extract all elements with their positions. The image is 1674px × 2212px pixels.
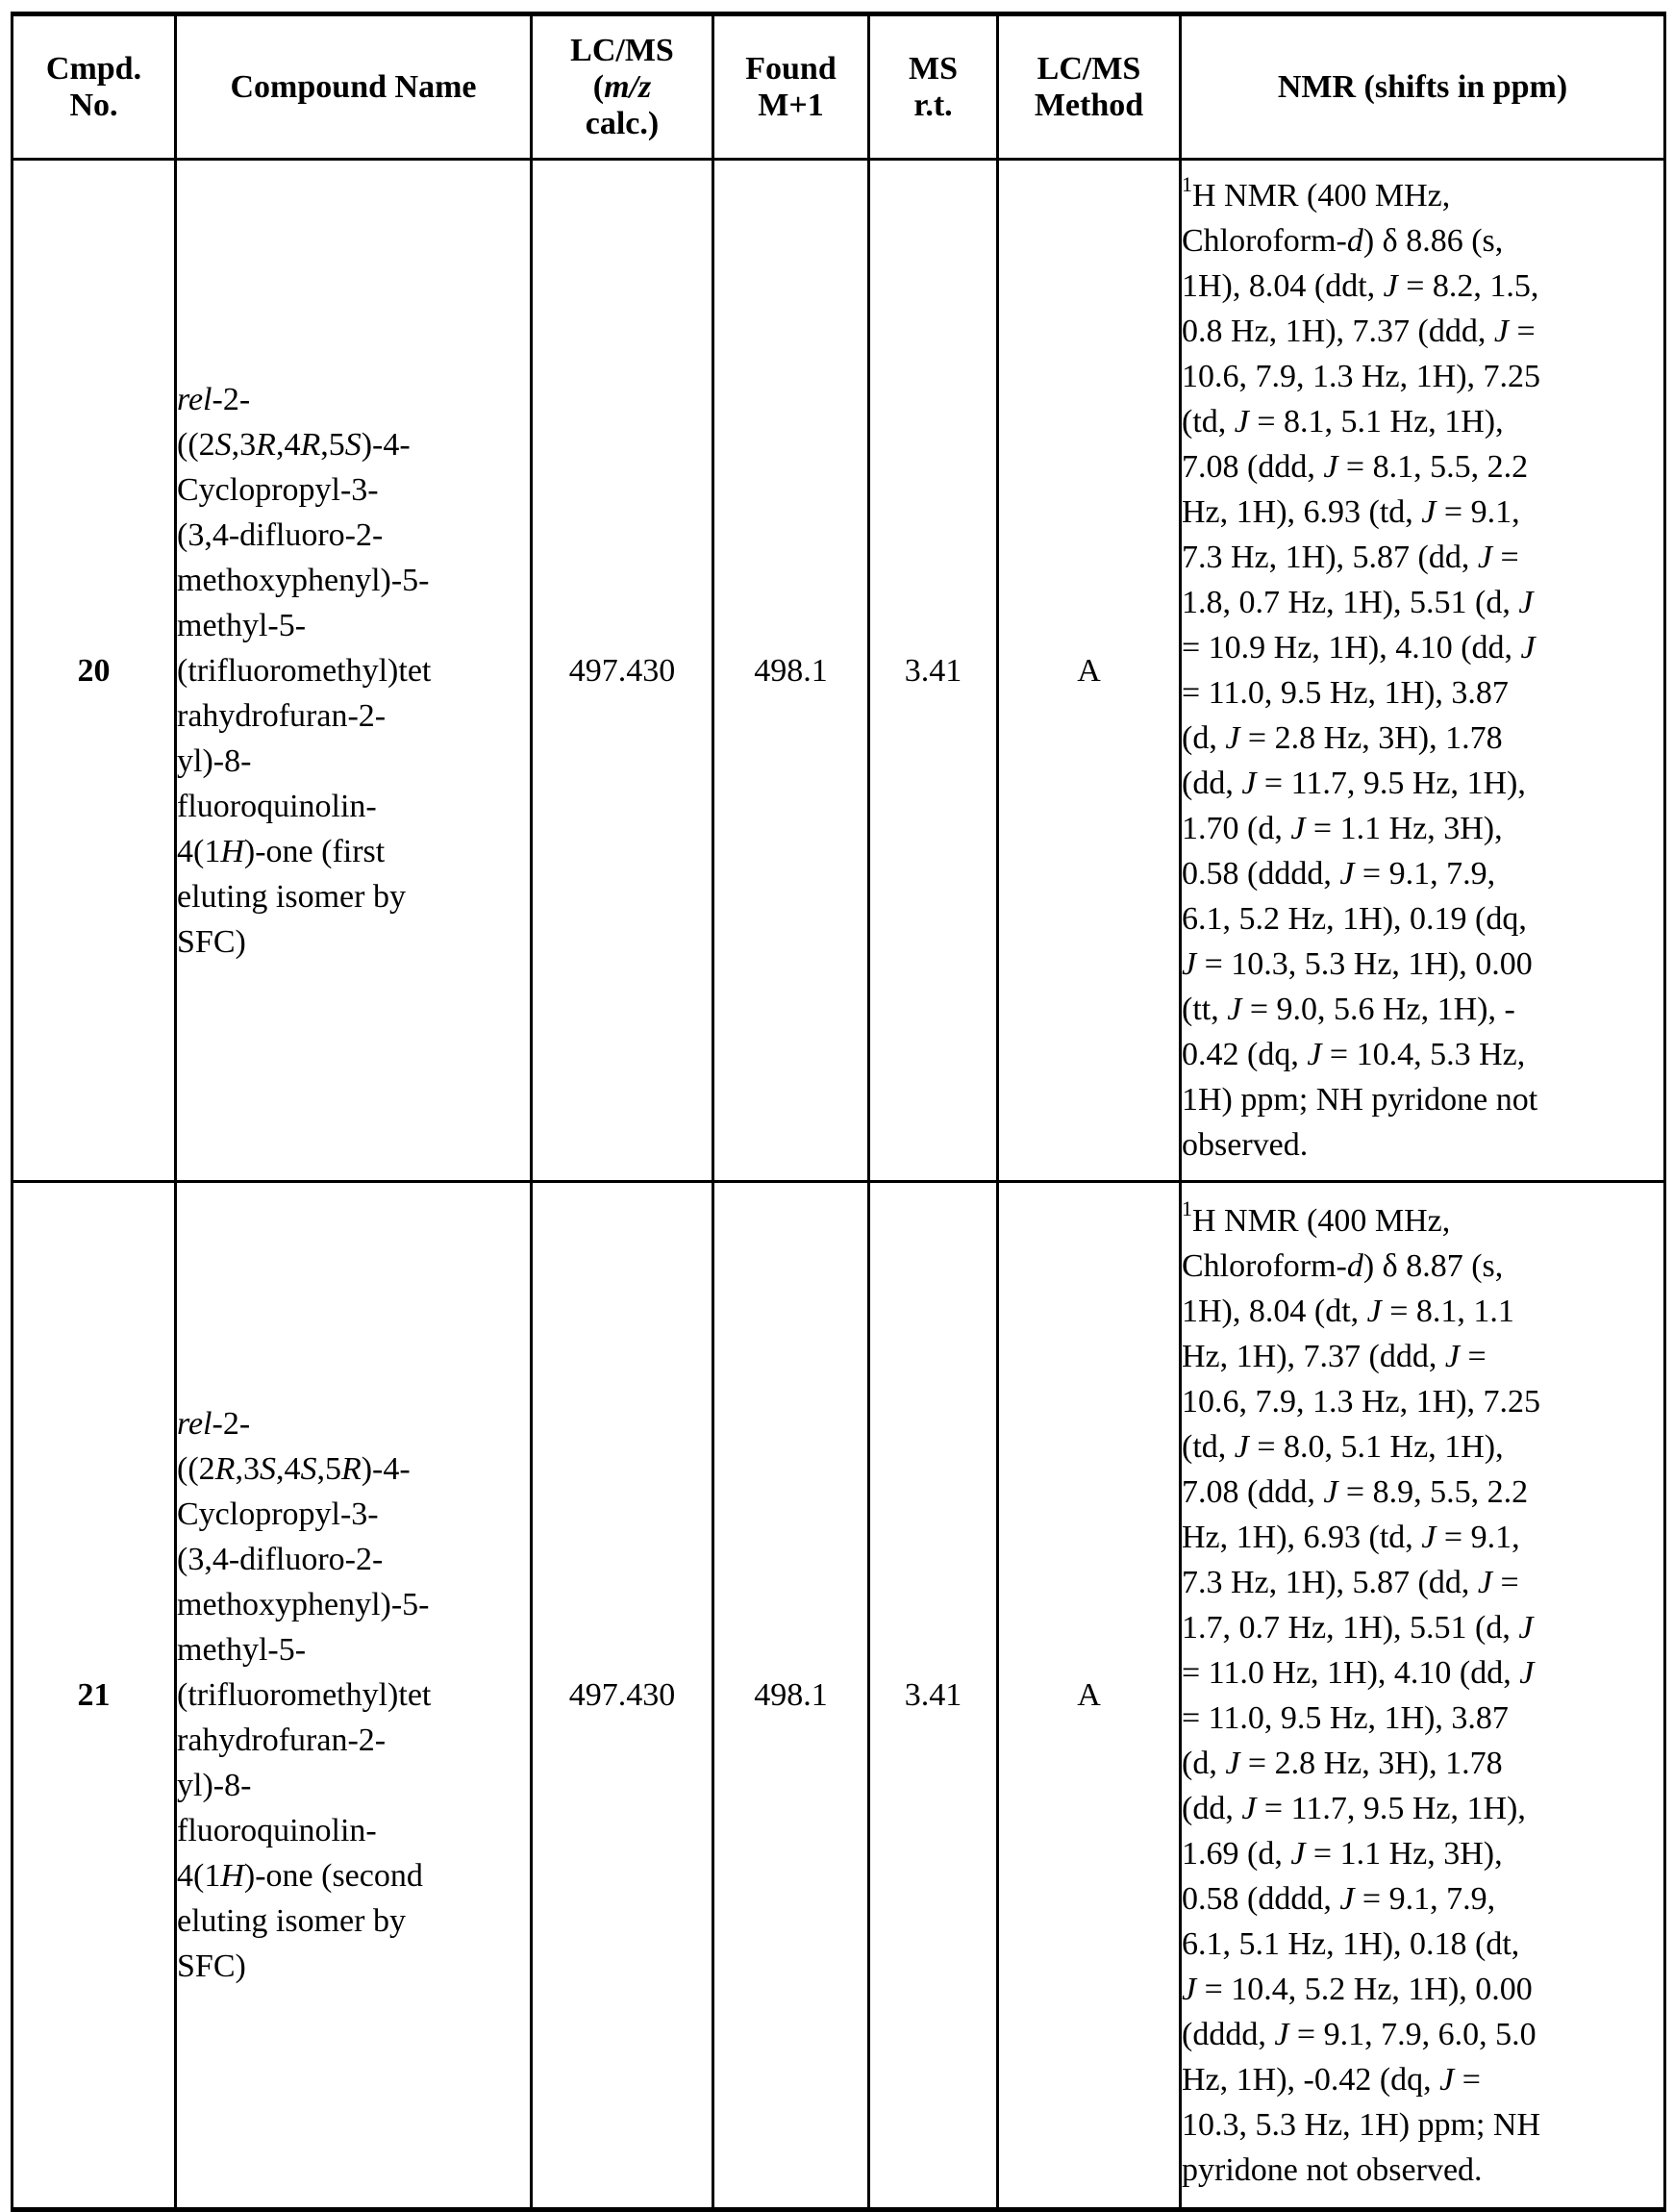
compound-name-text: rel-2- ((2S,3R,4R,5S)-4- Cyclopropyl-3- (3,4-difluoro-2- methoxyphenyl)-5- methyl-5- (trifluoromethyl)tet rahydrofuran-2- yl)-8- fluoroquinolin- 4(1H)-one (first eluting isomer by SFC) (177, 381, 432, 960)
cell-ms-rt: 3.41 (869, 1182, 998, 2210)
cell-found-m1: 498.1 (713, 1182, 869, 2210)
cell-cmpd-no: 20 (12, 160, 176, 1182)
table-header (12, 14, 1665, 160)
cell-nmr (1181, 1182, 1665, 2210)
header-row (12, 14, 1665, 160)
header-lcms-calc (532, 14, 713, 160)
header-lcms-calc-line1: LC/MS (570, 32, 674, 68)
cell-found-m1: 498.1 (713, 160, 869, 1182)
header-ms-rt (869, 14, 998, 160)
header-lcms-calc-line2: (m/z (592, 68, 652, 105)
table-body (12, 160, 1665, 2210)
compound-name-text: rel-2- ((2R,3S,4S,5R)-4- Cyclopropyl-3- (3,4-difluoro-2- methoxyphenyl)-5- methyl-5- (trifluoromethyl)tet rahydrofuran-2- yl)-8- fluoroquinolin- 4(1H)-one (second eluting isomer by SFC) (177, 1406, 432, 1984)
header-found-line1: Found (745, 50, 837, 87)
cell-ms-rt: 3.41 (869, 160, 998, 1182)
nmr-text: $^1$H NMR (400 MHz, Chloroform-d) δ 8.87 (s, 1H), 8.04 (dt, J = 8.1, 1.1 Hz, 1H), 7.37 (ddd, J = 10.6, 7.9, 1.3 Hz, 1H), 7.25 (td, J = 8.0, 5.1 Hz, 1H), 7.08 (ddd, J = 8.9, 5.5, 2.2 Hz, 1H), 6.93 (td, J = 9.1, 7.3 Hz, 1H), 5.87 (dd, J = 1.7, 0.7 Hz, 1H), 5.51 (d, J = 11.0 Hz, 1H), 4.10 (dd, J = 11.0, 9.5 Hz, 1H), 3.87 (d, J = 2.8 Hz, 3H), 1.78 (dd, J = 11.7, 9.5 Hz, 1H), 1.69 (d, J = 1.1 Hz, 3H), 0.58 (dddd, J = 9.1, 7.9, 6.1, 5.1 Hz, 1H), 0.18 (dt, J = 10.4, 5.2 Hz, 1H), 0.00 (dddd, J = 9.1, 7.9, 6.0, 5.0 Hz, 1H), -0.42 (dq, J = 10.3, 5.3 Hz, 1H) ppm; NH pyridone not observed. (1182, 1196, 1541, 2188)
cell-compound-name (176, 1182, 532, 2210)
compound-data-table (11, 12, 1666, 2212)
header-found-m1 (713, 14, 869, 160)
header-compound-name: Compound Name (176, 14, 532, 160)
cell-lcms-method: A (998, 1182, 1181, 2210)
header-cmpd-no (12, 14, 176, 160)
table-row (12, 1182, 1665, 2210)
header-nmr: NMR (shifts in ppm) (1181, 14, 1665, 160)
cell-lcms-calc: 497.430 (532, 1182, 713, 2210)
header-lcms-method (998, 14, 1181, 160)
header-cmpd-no-line2: No. (69, 87, 118, 123)
header-lcms-method-line2: Method (1034, 87, 1144, 123)
cell-cmpd-no: 21 (12, 1182, 176, 2210)
cell-nmr (1181, 160, 1665, 1182)
header-ms-rt-line2: r.t. (913, 87, 953, 123)
header-ms-rt-line1: MS (909, 50, 958, 87)
table-row (12, 160, 1665, 1182)
header-lcms-method-line1: LC/MS (1037, 50, 1141, 87)
cell-lcms-calc: 497.430 (532, 160, 713, 1182)
header-found-line2: M+1 (758, 87, 824, 123)
header-lcms-calc-line3: calc.) (585, 105, 660, 141)
cell-compound-name (176, 160, 532, 1182)
cell-lcms-method: A (998, 160, 1181, 1182)
nmr-text: $^1$H NMR (400 MHz, Chloroform-d) δ 8.86 (s, 1H), 8.04 (ddt, J = 8.2, 1.5, 0.8 Hz, 1H), 7.37 (ddd, J = 10.6, 7.9, 1.3 Hz, 1H), 7.25 (td, J = 8.1, 5.1 Hz, 1H), 7.08 (ddd, J = 8.1, 5.5, 2.2 Hz, 1H), 6.93 (td, J = 9.1, 7.3 Hz, 1H), 5.87 (dd, J = 1.8, 0.7 Hz, 1H), 5.51 (d, J = 10.9 Hz, 1H), 4.10 (dd, J = 11.0, 9.5 Hz, 1H), 3.87 (d, J = 2.8 Hz, 3H), 1.78 (dd, J = 11.7, 9.5 Hz, 1H), 1.70 (d, J = 1.1 Hz, 3H), 0.58 (dddd, J = 9.1, 7.9, 6.1, 5.2 Hz, 1H), 0.19 (dq, J = 10.3, 5.3 Hz, 1H), 0.00 (tt, J = 9.0, 5.6 Hz, 1H), - 0.42 (dq, J = 10.4, 5.3 Hz, 1H) ppm; NH pyridone not observed. (1182, 171, 1541, 1163)
header-cmpd-no-line1: Cmpd. (45, 50, 142, 87)
